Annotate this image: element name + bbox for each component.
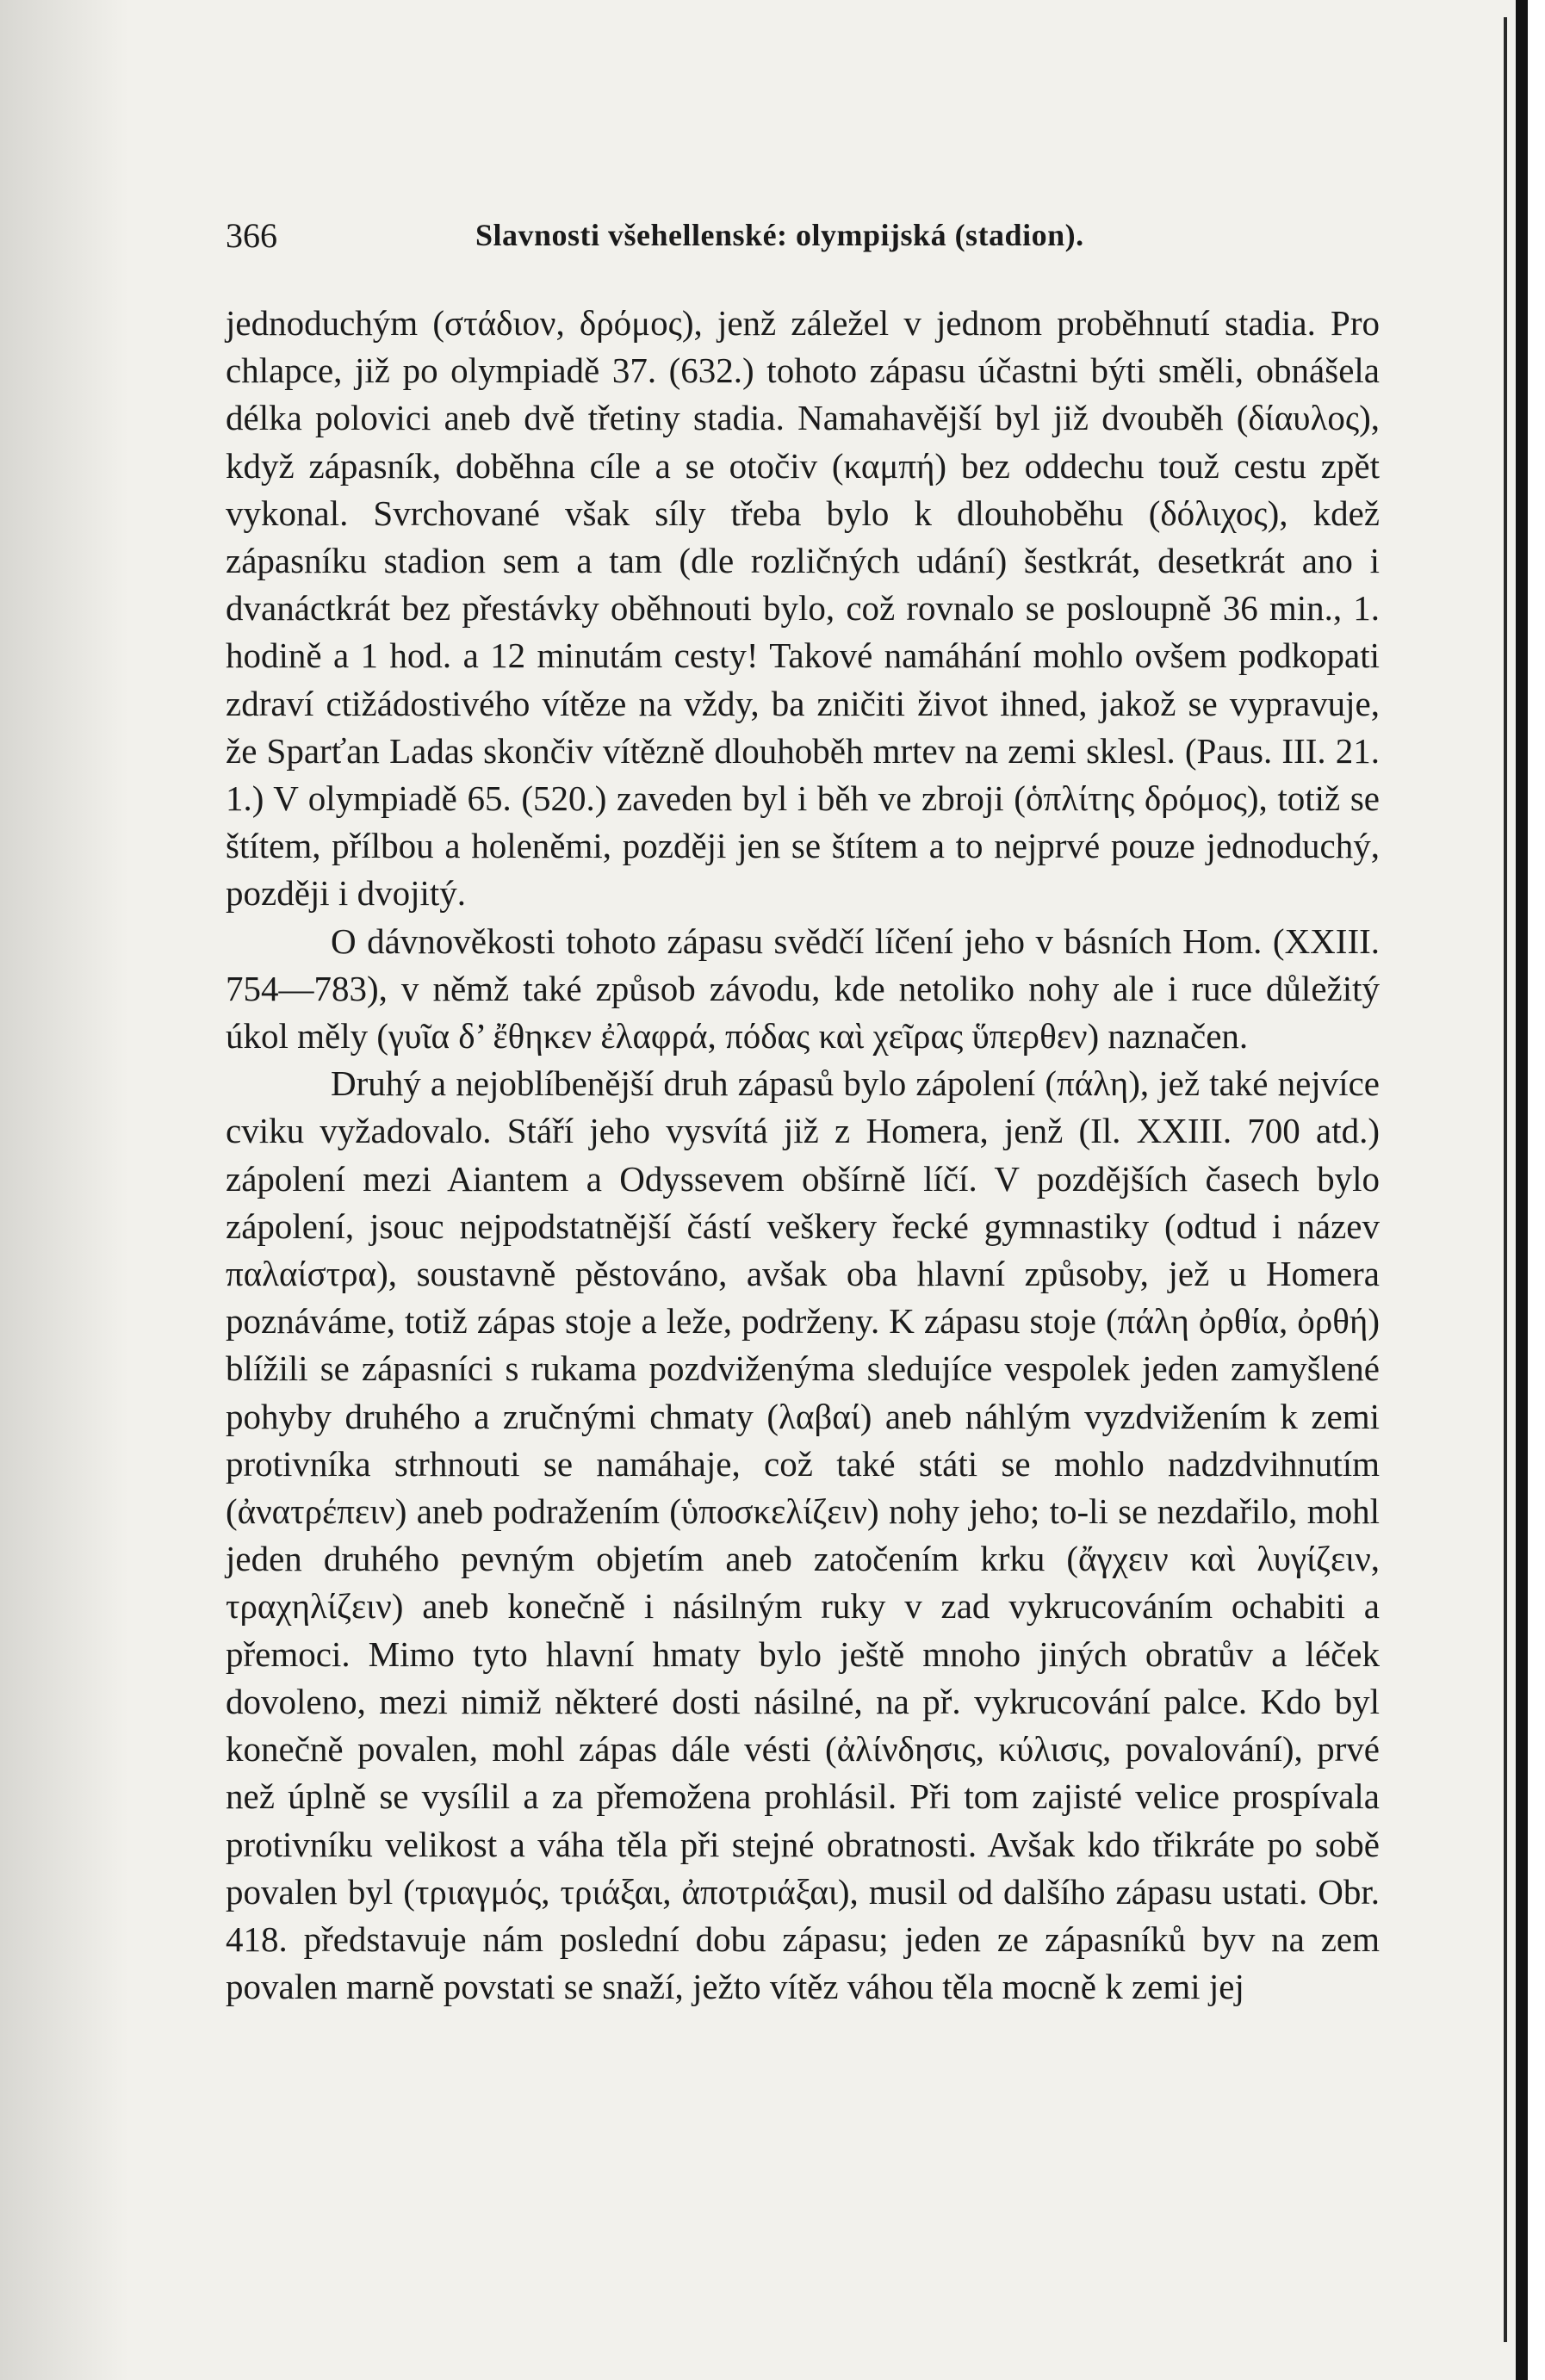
page-header [226, 215, 1380, 267]
paragraph-2: O dávnověkosti tohoto zápasu svědčí líčení jeho v básních Hom. (XXIII. 754—783), v němž také způsob závodu, kde netoliko nohy ale i ruce důležitý úkol měly (γυῖα δ’ ἔθηκεν ἐλαφρά, πόδας καὶ χεῖρας ὕπερθεν) naznačen. [226, 920, 1380, 1057]
page-edge-line [1504, 17, 1507, 2342]
running-head: Slavnosti všehellenské: olympijská (stadion). [475, 218, 1084, 252]
page-number: 366 [226, 216, 277, 255]
binding-edge [1516, 0, 1528, 2380]
paragraph-1: jednoduchým (στάδιον, δρόμος), jenž záležel v jednom proběhnutí stadia. Pro chlapce, již po olympiadě 37. (632.) tohoto zápasu účastni býti směli, obnášela délka polovici aneb dvě třetiny stadia. Namahavější byl již dvouběh (δίαυλος), když zápasník, doběhna cíle a se otočiv (καμπή) bez oddechu touž cestu zpět vykonal. Svrchované však síly třeba bylo k dlouhoběhu (δόλιχος), kdež zápasníku stadion sem a tam (dle rozličných udání) šestkrát, desetkrát ano i dvanáctkrát bez přestávky oběhnouti bylo, což rovnalo se posloupně 36 min., 1. hodině a 1 hod. a 12 minutám cesty! Takové namáhání mohlo ovšem podkopati zdraví ctižádostivého vítěze na vždy, ba zničiti život ihned, jakož se vypravuje, že Sparťan Ladas skončiv vítězně dlouhoběh mrtev na zemi sklesl. (Paus. III. 21. 1.) V olympiadě 65. (520.) zaveden byl i běh ve zbroji (ὁπλίτης δρόμος), totiž se štítem, přílbou a holeněmi, později jen se štítem a to nejprvé pouze jednoduchý, později i dvojitý. [226, 303, 1380, 914]
scan-shadow [0, 0, 129, 2380]
body-text [226, 300, 1380, 2011]
paragraph-3: Druhý a nejoblíbenější druh zápasů bylo zápolení (πάλη), jež také nejvíce cviku vyžadovalo. Stáří jeho vysvítá již z Homera, jenž (Il. XXIII. 700 atd.) zápolení mezi Aiantem a Odyssevem obšírně líčí. V pozdějších časech bylo zápolení, jsouc nejpodstatnější částí veškery řecké gymnastiky (odtud i název παλαίστρα), soustavně pěstováno, avšak oba hlavní způsoby, jež u Homera poznáváme, totiž zápas stoje a leže, podrženy. K zápasu stoje (πάλη ὀρθία, ὀρθή) blížili se zápasníci s rukama pozdviženýma sledujíce vespolek jeden zamyšlené pohyby druhého a zručnými chmaty (λαβαί) aneb náhlým vyzdvižením k zemi protivníka strhnouti se namáhaje, což také státi se mohlo nadzdvihnutím (ἀνατρέπειν) aneb podražením (ὑποσκελίζειν) nohy jeho; to-li se nezdařilo, mohl jeden druhého pevným objetím aneb zatočením krku (ἄγχειν καὶ λυγίζειν, τραχηλίζειν) aneb konečně i násilným ruky v zad vykrucováním ochabiti a přemoci. Mimo tyto hlavní hmaty bylo ještě mnoho jiných obratův a léček dovoleno, mezi nimiž některé dosti násilné, na př. vykrucování palce. Kdo byl konečně povalen, mohl zápas dále vésti (ἀλίνδησις, κύλισις, povalování), prvé než úplně se vysílil a za přemožena prohlásil. Při tom zajisté velice prospívala protivníku velikost a váha těla při stejné obratnosti. Avšak kdo třikráte po sobě povalen byl (τριαγμός, τριάξαι, ἀποτριάξαι), musil od dalšího zápasu ustati. Obr. 418. představuje nám poslední dobu zápasu; jeden ze zápasníků byv na zem povalen marně povstati se snaží, ježto vítěz váhou těla mocně k zemi jej [226, 1063, 1380, 2007]
